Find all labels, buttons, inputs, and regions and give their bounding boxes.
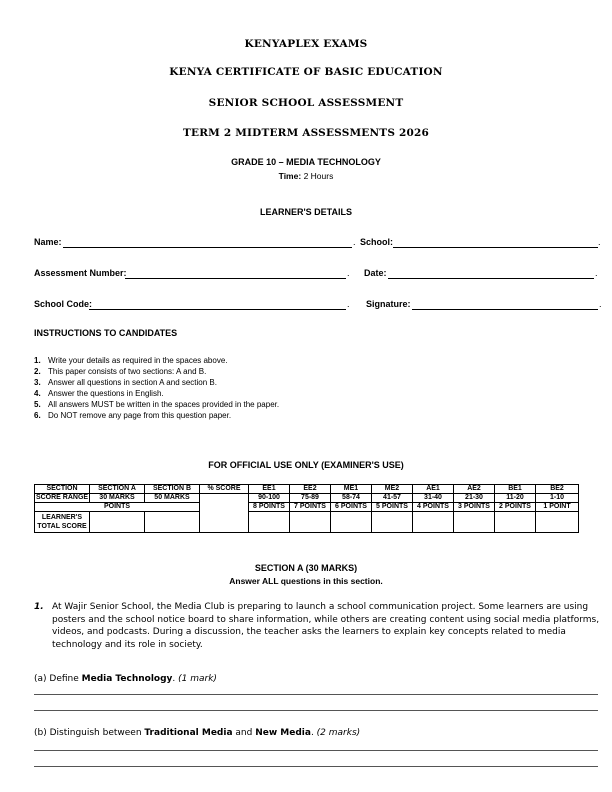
school-code-label: School Code: <box>34 299 92 309</box>
date-label: Date: <box>364 268 387 278</box>
section-a-title: SECTION A (30 MARKS) <box>254 563 358 573</box>
question-1-text: At Wajir Senior School, the Media Club is preparing to launch a school communication project. Some learners are using posters and the school notice board to share information, while others are creating content using social media platforms, videos, and podcasts. During a discussion, the teacher asks the learners to explain key concepts related to media technology and its role in society. <box>52 602 600 650</box>
section-a-subtitle: Answer ALL questions in this section. <box>229 576 383 586</box>
exam-page: KENYAPLEX EXAMS KENYA CERTIFICATE OF BASIC EDUCATION SENIOR SCHOOL ASSESSMENT TERM 2 MIDTERM ASSESSMENTS 2026 GRADE 10 – MEDIA TECHNOLOGY Time: 2 Hours LEARNER'S DETAILS Name: . School: . Assessment Number: . Date: . School Code: . Signature: . INSTRUCTIONS TO CANDIDATES 1. Write your details as required in the spaces above. 2. This paper consists of two sections: A and B. 3. Answer all questions in section A and section B. 4. Answer the questions in English. 5. All answers MUST be written in the spaces provided in the paper. 6. Do NOT remove any page from this question paper. FOR OFFICIAL USE ONLY (EXAMINER'S USE) SECTION SECTION A SECTION B % SCORE EE1 EE2 ME1 ME2 AE1 AE2 BE1 BE2 SCORE RANGE 30 MARKS 50 MARKS 90-100 75-89 58-74 41-57 31-40 21-30 11-20 1-10 POINTS 8 POINTS 7 POINTS 6 POINTS 5 POINTS 4 POINTS 3 POINTS 2 POINTS 1 POINT LEARNER'S TOTAL SCORE SECTION A (30 MARKS) Answer ALL questions in this section. 1. At Wajir Senior School, the Media Club is preparing to launch a school communication project. Some learners are using posters and the school notice board to share information, while others are creating content using social media platforms, videos, and podcasts. During a discussion, the teacher asks the learners to explain key concepts related to media technology and its role in society. (a) Define Media Technology. (1 mark) (b) Distinguish between Traditional Media and New Media. (2 marks) <box>0 0 612 792</box>
instruction-item: 5. All answers MUST be written in the spaces provided in the paper. <box>34 400 280 409</box>
instruction-item: 1. Write your details as required in the spaces above. <box>34 356 228 365</box>
question-1a: (a) Define Media Technology. (1 mark) <box>34 674 217 684</box>
table-row: SCORE RANGE 30 MARKS 50 MARKS 90-100 75-89 58-74 41-57 31-40 21-30 11-20 1-10 <box>35 494 579 503</box>
signature-label: Signature: <box>366 299 411 309</box>
instructions-heading: INSTRUCTIONS TO CANDIDATES <box>34 328 178 338</box>
table-row <box>35 512 579 533</box>
time-value: 2 Hours <box>303 171 334 181</box>
answer-line[interactable] <box>34 750 598 751</box>
date-field[interactable] <box>388 278 594 279</box>
learner-details-heading: LEARNER'S DETAILS <box>260 207 352 217</box>
name-field[interactable] <box>63 247 352 248</box>
time-label: Time: <box>278 171 302 181</box>
official-use-heading: FOR OFFICIAL USE ONLY (EXAMINER'S USE) <box>208 460 404 470</box>
assessment-title: SENIOR SCHOOL ASSESSMENT <box>208 97 404 109</box>
table-row: SECTION SECTION A SECTION B % SCORE EE1 EE2 ME1 ME2 AE1 AE2 BE1 BE2 <box>35 485 579 494</box>
school-code-field[interactable] <box>89 309 346 310</box>
instruction-item: 3. Answer all questions in section A and section B. <box>34 378 217 387</box>
instruction-item: 4. Answer the questions in English. <box>34 389 164 398</box>
table-row: POINTS 8 POINTS 7 POINTS 6 POINTS 5 POINTS 4 POINTS 3 POINTS 2 POINTS 1 POINT <box>35 503 579 512</box>
subject-title: GRADE 10 – MEDIA TECHNOLOGY <box>231 157 381 167</box>
score-table <box>34 484 579 533</box>
total-score-label: LEARNER'S TOTAL SCORE <box>35 512 90 533</box>
instruction-item: 6. Do NOT remove any page from this question paper. <box>34 411 232 420</box>
term-title: TERM 2 MIDTERM ASSESSMENTS 2026 <box>183 127 429 139</box>
time-line <box>0 171 612 181</box>
org-title: KENYAPLEX EXAMS <box>244 38 368 50</box>
school-field[interactable] <box>393 247 598 248</box>
signature-field[interactable] <box>412 309 598 310</box>
section-a-score-cell[interactable] <box>90 512 145 533</box>
question-1b: (b) Distinguish between Traditional Media and New Media. (2 marks) <box>34 728 361 738</box>
answer-line[interactable] <box>34 694 598 695</box>
name-label: Name: <box>34 237 62 247</box>
assessment-number-label: Assessment Number: <box>34 268 127 278</box>
school-label: School: <box>360 237 393 247</box>
answer-line[interactable] <box>34 766 598 767</box>
certificate-title: KENYA CERTIFICATE OF BASIC EDUCATION <box>169 66 443 78</box>
answer-line[interactable] <box>34 710 598 711</box>
instruction-item: 2. This paper consists of two sections: A and B. <box>34 367 207 376</box>
section-b-score-cell[interactable] <box>145 512 200 533</box>
question-number: 1. <box>34 602 44 612</box>
percent-score-cell[interactable] <box>200 494 249 533</box>
assessment-number-field[interactable] <box>125 278 346 279</box>
